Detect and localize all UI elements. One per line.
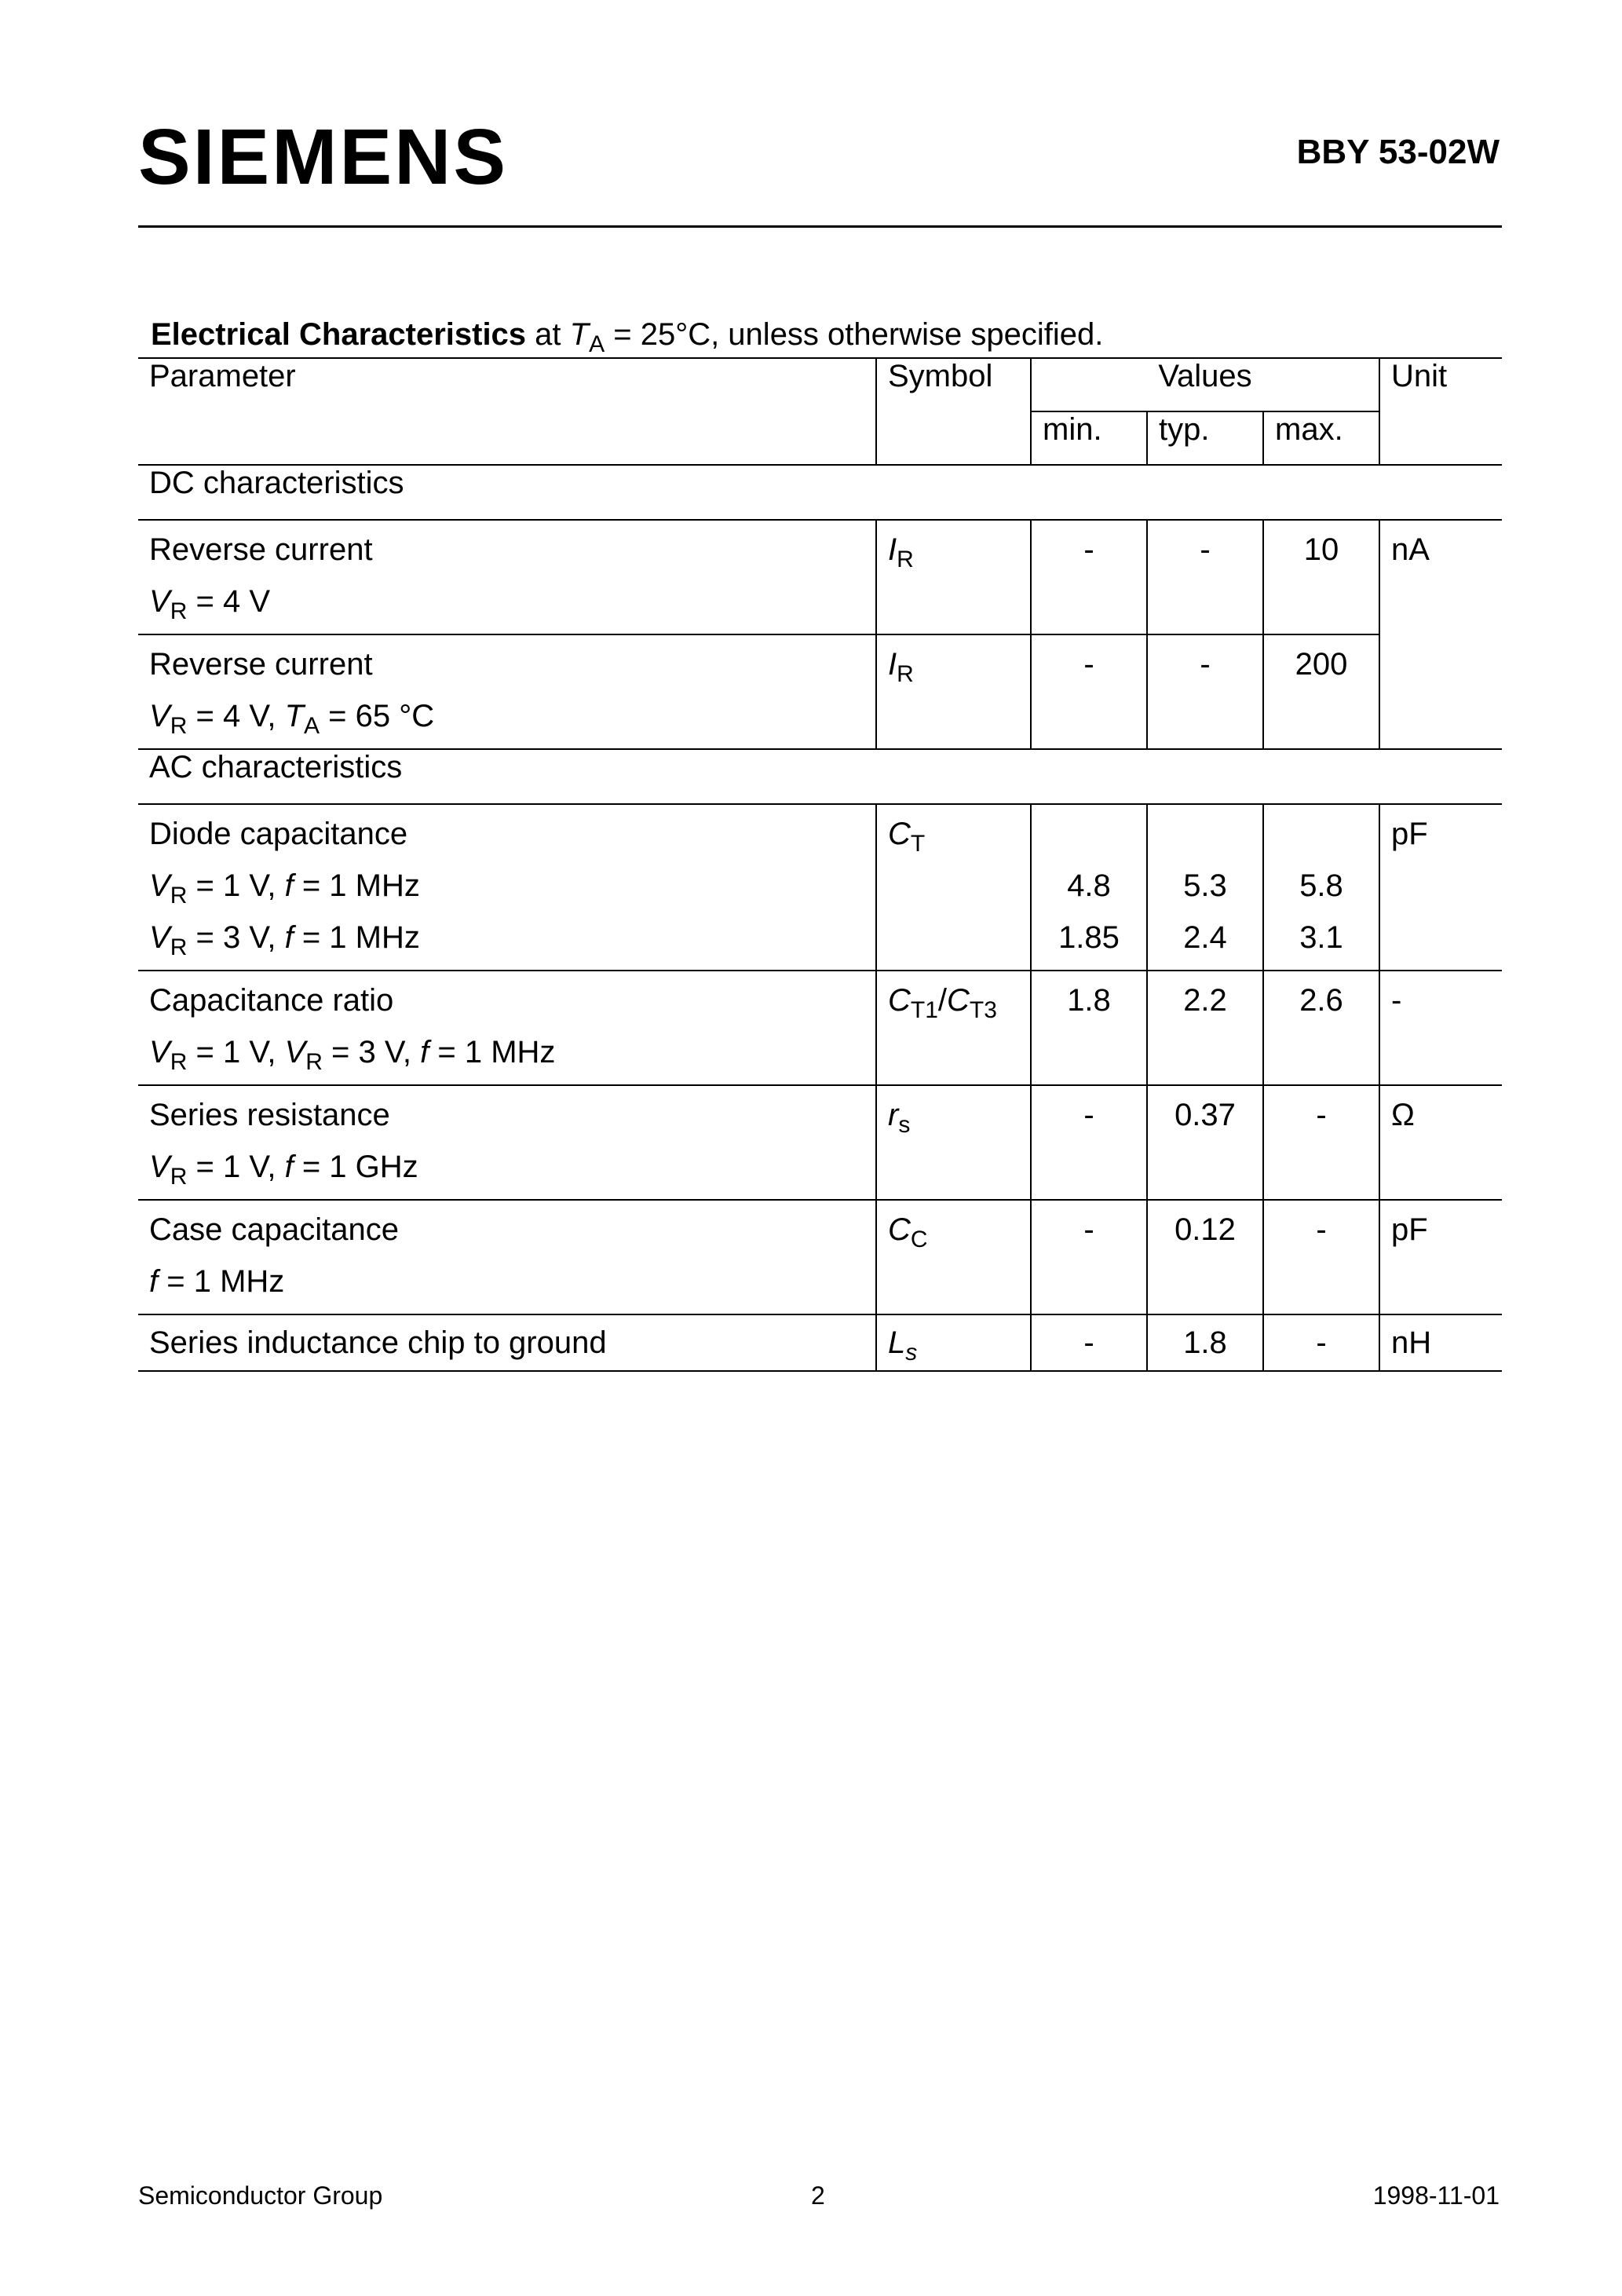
- param-name: Case capacitance: [149, 1212, 399, 1247]
- unit-value: pF: [1391, 1212, 1428, 1247]
- min-value: 1.85: [1058, 920, 1120, 955]
- cond-text: = 4 V: [195, 584, 270, 619]
- max-value: 200: [1295, 647, 1348, 682]
- cond-symbol: V: [149, 584, 170, 619]
- max-value: -: [1316, 1098, 1327, 1132]
- typ-value: 1.8: [1183, 1325, 1227, 1360]
- typ-value: 5.3: [1183, 868, 1227, 903]
- unit-cell: [1379, 804, 1502, 971]
- symbol-subscript: T3: [969, 997, 997, 1023]
- max-value: 2.6: [1299, 983, 1343, 1018]
- symbol-cell: [876, 634, 1031, 749]
- symbol-subscript: T1: [910, 997, 938, 1023]
- header-unit: Unit: [1379, 358, 1502, 465]
- min-value: 4.8: [1067, 868, 1111, 903]
- symbol-cell: [876, 804, 1031, 971]
- cond-symbol: f: [284, 920, 294, 955]
- unit-cell: [1379, 971, 1502, 1085]
- symbol: C: [888, 983, 911, 1018]
- unit-cell: [1379, 1200, 1502, 1314]
- symbol-subscript: s: [898, 1112, 911, 1138]
- unit-value: pF: [1391, 817, 1428, 851]
- max-value: -: [1316, 1325, 1327, 1360]
- cond-subscript: R: [305, 1049, 323, 1075]
- typ-cell: [1147, 1085, 1263, 1200]
- footer-page-number: 2: [811, 2181, 825, 2210]
- param-condition: [149, 1141, 864, 1193]
- min-value: -: [1083, 1212, 1094, 1247]
- symbol-cell: [876, 1314, 1031, 1371]
- cond-subscript: R: [170, 1049, 188, 1075]
- symbol-cell: [876, 1085, 1031, 1200]
- footer-date: 1998-11-01: [1372, 2181, 1500, 2210]
- min-value: 1.8: [1067, 983, 1111, 1018]
- unit-value: nH: [1391, 1325, 1432, 1360]
- param-name: Diode capacitance: [149, 817, 408, 851]
- typ-value: -: [1200, 647, 1211, 682]
- max-cell: [1263, 971, 1379, 1085]
- cond-symbol: V: [149, 1150, 170, 1184]
- param-cell: [138, 1314, 876, 1371]
- cond-symbol: V: [149, 699, 170, 733]
- unit-value: nA: [1391, 532, 1430, 567]
- typ-value: 0.12: [1174, 1212, 1236, 1247]
- typ-cell: [1147, 1314, 1263, 1371]
- caption-subscript: A: [589, 331, 605, 357]
- max-cell: [1263, 1200, 1379, 1314]
- cond-text: = 1 MHz: [166, 1264, 285, 1299]
- param-condition: [149, 1256, 864, 1307]
- cond-symbol: f: [420, 1035, 429, 1069]
- ac-section-label: AC characteristics: [149, 750, 403, 784]
- symbol-cell: [876, 1200, 1031, 1314]
- max-cell: [1263, 1085, 1379, 1200]
- symbol: C: [947, 983, 970, 1018]
- max-cell: [1263, 634, 1379, 749]
- typ-cell: [1147, 520, 1263, 634]
- symbol: C: [888, 1212, 911, 1247]
- symbol: C: [888, 817, 911, 851]
- min-value: -: [1083, 532, 1094, 567]
- min-cell: [1031, 520, 1147, 634]
- param-cell: [138, 634, 876, 749]
- cond-text: = 4 V,: [195, 699, 276, 733]
- min-cell: [1031, 634, 1147, 749]
- unit-value: -: [1391, 983, 1402, 1018]
- symbol-subscript: R: [897, 661, 914, 687]
- max-cell: [1263, 520, 1379, 634]
- param-name: Series resistance: [149, 1098, 390, 1132]
- dc-section-label: DC characteristics: [149, 466, 404, 500]
- electrical-characteristics-table: [138, 357, 1502, 1372]
- min-value: -: [1083, 647, 1094, 682]
- unit-value: Ω: [1391, 1098, 1415, 1132]
- cond-text: = 1 MHz: [437, 1035, 556, 1069]
- cond-subscript: A: [304, 713, 320, 739]
- param-cell: [138, 804, 876, 971]
- typ-cell: [1147, 971, 1263, 1085]
- param-cell: [138, 1200, 876, 1314]
- caption-title: Electrical Characteristics: [151, 317, 527, 352]
- max-value: 5.8: [1299, 868, 1343, 903]
- dc-section-row: [138, 465, 1502, 520]
- table-row: [138, 634, 1502, 749]
- cond-subscript: R: [170, 934, 188, 960]
- min-value: -: [1083, 1325, 1094, 1360]
- min-cell: [1031, 1085, 1147, 1200]
- param-condition: [149, 576, 864, 627]
- cond-text: = 1 V,: [195, 1150, 276, 1184]
- cond-text: = 1 MHz: [301, 920, 420, 955]
- table-row: [138, 1314, 1502, 1371]
- cond-text: = 3 V,: [195, 920, 276, 955]
- typ-value: 2.4: [1183, 920, 1227, 955]
- cond-text: = 1 V,: [195, 1035, 276, 1069]
- header-divider: [138, 225, 1502, 228]
- param-name: Reverse current: [149, 647, 373, 682]
- typ-cell: [1147, 1200, 1263, 1314]
- param-cell: [138, 971, 876, 1085]
- part-number: BBY 53-02W: [1296, 133, 1500, 171]
- caption-symbol: T: [569, 317, 590, 352]
- param-name: Series inductance chip to ground: [149, 1325, 607, 1360]
- cond-symbol: V: [284, 1035, 306, 1069]
- table-row: [138, 971, 1502, 1085]
- typ-cell: [1147, 634, 1263, 749]
- cond-text: = 65 °C: [328, 699, 435, 733]
- unit-cell: [1379, 1085, 1502, 1200]
- cond-subscript: R: [170, 1164, 188, 1190]
- symbol-slash: /: [937, 983, 948, 1018]
- caption-condition: = 25°C, unless otherwise specified.: [613, 317, 1104, 352]
- cond-symbol: f: [149, 1264, 159, 1299]
- header-typ: typ.: [1147, 411, 1263, 465]
- symbol: L: [888, 1325, 906, 1360]
- param-cell: [138, 520, 876, 634]
- symbol-cell: [876, 520, 1031, 634]
- footer-company: Semiconductor Group: [138, 2181, 383, 2210]
- symbol: I: [888, 647, 897, 682]
- unit-cell: [1379, 1314, 1502, 1371]
- table-row: [138, 1085, 1502, 1200]
- cond-subscript: R: [170, 598, 188, 624]
- table-row: [138, 804, 1502, 971]
- cond-symbol: V: [149, 868, 170, 903]
- cond-symbol: f: [284, 1150, 294, 1184]
- param-condition: [149, 690, 864, 742]
- cond-text: = 1 MHz: [301, 868, 420, 903]
- min-cell: [1031, 1314, 1147, 1371]
- min-value: -: [1083, 1098, 1094, 1132]
- table-row: [138, 520, 1502, 634]
- symbol-subscript: R: [897, 547, 914, 572]
- param-name: Reverse current: [149, 532, 373, 567]
- param-cell: [138, 1085, 876, 1200]
- ac-section-row: [138, 749, 1502, 804]
- min-cell: [1031, 1200, 1147, 1314]
- max-value: -: [1316, 1212, 1327, 1247]
- symbol-cell: [876, 971, 1031, 1085]
- table-caption: [151, 317, 1104, 357]
- caption-at: at: [535, 317, 561, 352]
- cond-symbol: V: [149, 1035, 170, 1069]
- symbol: I: [888, 532, 897, 567]
- typ-value: 2.2: [1183, 983, 1227, 1018]
- header-values: Values: [1031, 358, 1379, 411]
- param-condition: [149, 1026, 864, 1078]
- param-condition: [149, 860, 864, 912]
- min-cell: [1031, 971, 1147, 1085]
- min-cell: [1031, 804, 1147, 971]
- max-value: 10: [1303, 532, 1339, 567]
- cond-text: = 1 V,: [195, 868, 276, 903]
- symbol-subscript: s: [905, 1340, 918, 1366]
- cond-symbol: V: [149, 920, 170, 955]
- param-name: Capacitance ratio: [149, 983, 394, 1018]
- header-min: min.: [1031, 411, 1147, 465]
- table-row: [138, 1200, 1502, 1314]
- siemens-logo: SIEMENS: [138, 113, 509, 201]
- header-symbol: Symbol: [876, 358, 1031, 465]
- typ-value: 0.37: [1174, 1098, 1236, 1132]
- cond-text: = 3 V,: [331, 1035, 411, 1069]
- typ-cell: [1147, 804, 1263, 971]
- max-cell: [1263, 804, 1379, 971]
- symbol-subscript: T: [910, 831, 926, 857]
- cond-symbol: T: [284, 699, 304, 733]
- cond-subscript: R: [170, 713, 188, 739]
- cond-text: = 1 GHz: [301, 1150, 418, 1184]
- symbol-subscript: C: [910, 1227, 928, 1252]
- typ-value: -: [1200, 532, 1211, 567]
- max-cell: [1263, 1314, 1379, 1371]
- symbol: r: [888, 1098, 899, 1132]
- param-condition: [149, 912, 864, 963]
- cond-symbol: f: [284, 868, 294, 903]
- max-value: 3.1: [1299, 920, 1343, 955]
- header-parameter: Parameter: [138, 358, 876, 465]
- cond-subscript: R: [170, 883, 188, 909]
- unit-cell: [1379, 520, 1502, 749]
- header-max: max.: [1263, 411, 1379, 465]
